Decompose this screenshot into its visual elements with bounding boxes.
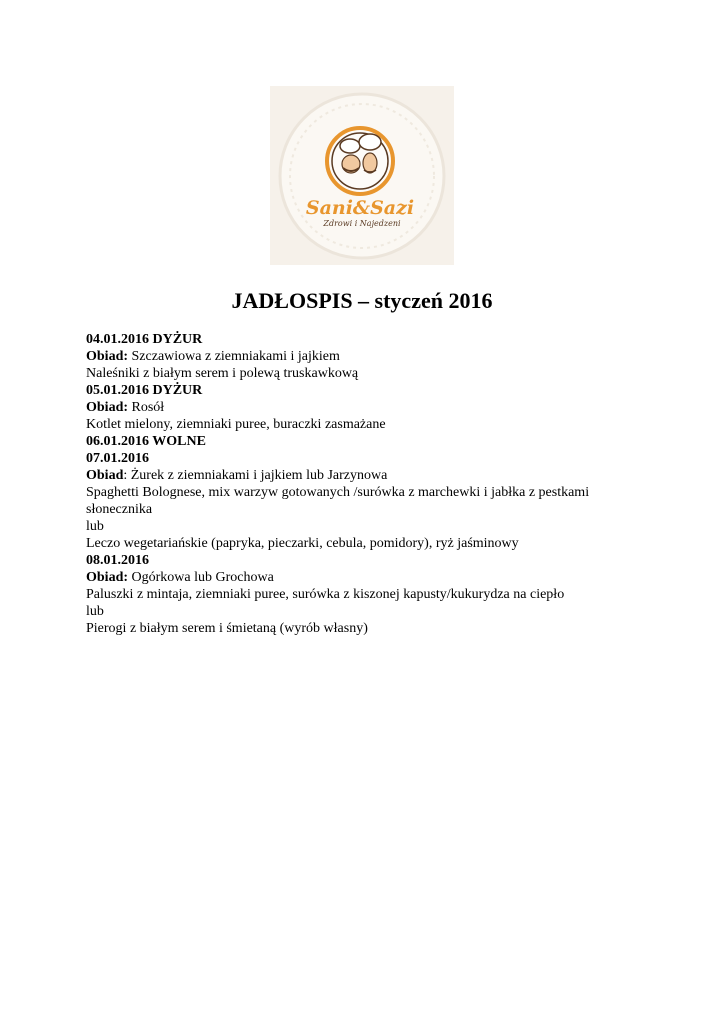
- main-dish: Pierogi z białym serem i śmietaną (wyrób własny): [86, 621, 368, 636]
- soup-text: Ogórkowa lub Grochowa: [128, 570, 274, 585]
- soup-line: [86, 399, 646, 416]
- main-dish: Paluszki z mintaja, ziemniaki puree, surówka z kiszonej kapusty/kukurydza na ciepło: [86, 587, 565, 602]
- soup-text: Rosół: [128, 400, 165, 415]
- main-dish: Spaghetti Bolognese, mix warzyw gotowanych /surówka z marchewki i jabłka z pestkami słonecznika: [86, 485, 590, 517]
- page-title: JADŁOSPIS – styczeń 2016: [231, 288, 493, 313]
- svg-text:Sani&Sazi: Sani&Sazi: [305, 197, 415, 219]
- or-separator: lub: [86, 604, 104, 619]
- svg-text:Zdrowi i Najedzeni: Zdrowi i Najedzeni: [323, 219, 401, 228]
- company-logo: [270, 86, 454, 265]
- soup-text: : Żurek z ziemniakami i jajkiem lub Jarzynowa: [123, 468, 388, 483]
- main-dish: Naleśniki z białym serem i polewą truskawkową: [86, 366, 359, 381]
- main-dish: Kotlet mielony, ziemniaki puree, buraczki zasmażane: [86, 417, 386, 432]
- obiad-label: Obiad:: [86, 349, 129, 364]
- obiad-label: Obiad:: [86, 570, 129, 585]
- soup-text: Szczawiowa z ziemniakami i jajkiem: [128, 349, 340, 364]
- soup-line: [86, 348, 646, 365]
- day-heading: 05.01.2016 DYŻUR: [86, 383, 203, 398]
- obiad-label: Obiad:: [86, 400, 129, 415]
- obiad-label: Obiad: [86, 468, 124, 483]
- day-heading: 07.01.2016: [86, 451, 149, 466]
- or-separator: lub: [86, 519, 104, 534]
- day-heading: 04.01.2016 DYŻUR: [86, 332, 203, 347]
- menu-list: [86, 331, 646, 637]
- soup-line: [86, 467, 646, 484]
- day-heading: 06.01.2016 WOLNE: [86, 434, 206, 449]
- day-heading: 08.01.2016: [86, 553, 149, 568]
- main-dish: Leczo wegetariańskie (papryka, pieczarki, cebula, pomidory), ryż jaśminowy: [86, 536, 519, 551]
- soup-line: [86, 569, 646, 586]
- two-chefs-logo-icon: [270, 86, 454, 265]
